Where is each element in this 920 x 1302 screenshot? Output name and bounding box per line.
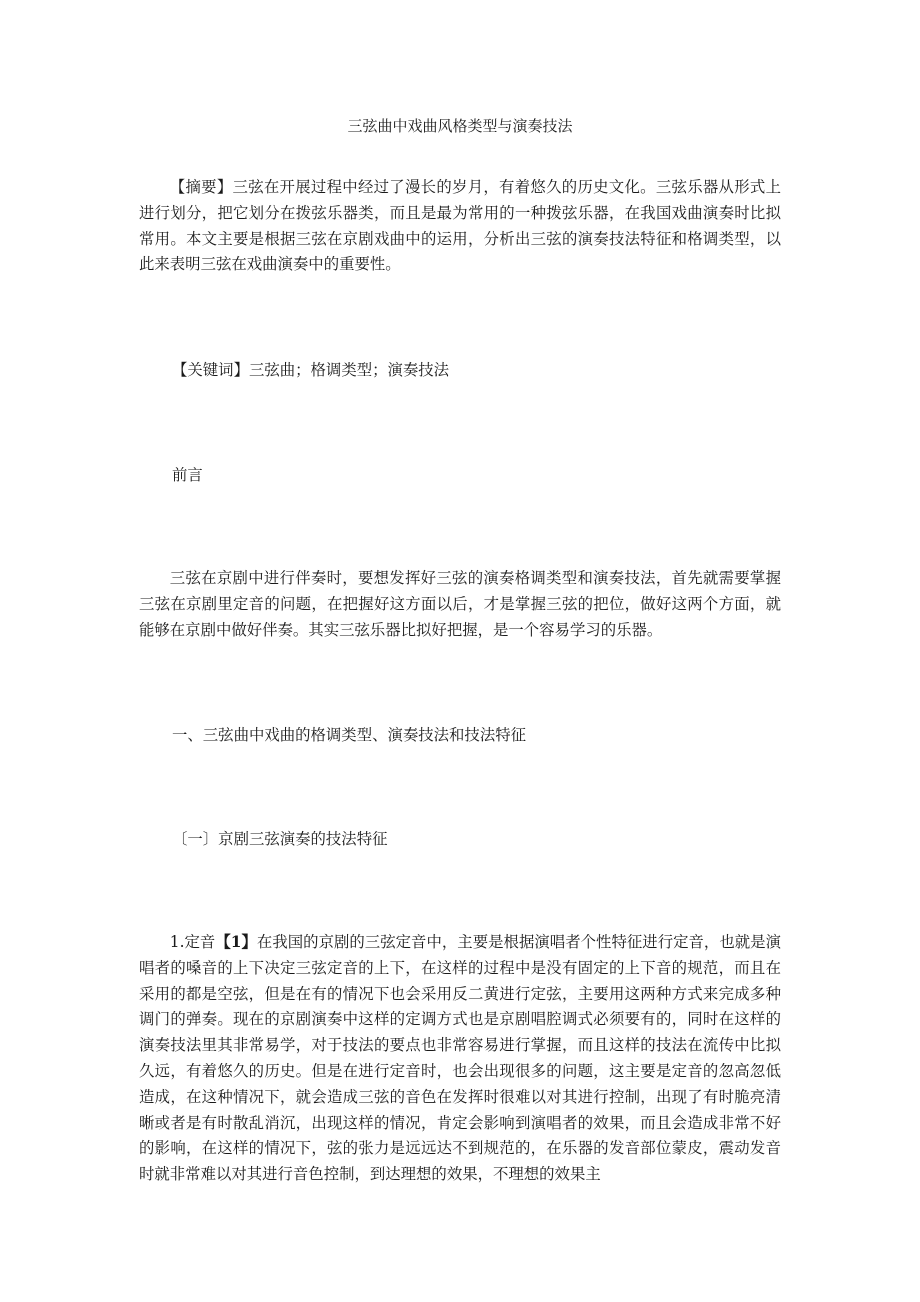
abstract-paragraph bbox=[139, 175, 781, 278]
abstract-text: 三弦在开展过程中经过了漫长的岁月，有着悠久的历史文化。三弦乐器从形式上进行划分，把它划分在拨弦乐器类，而且是最为常用的一种拨弦乐器，在我国戏曲演奏时比拟常用。本文主要是根据三弦在京剧戏曲中的运用，分析出三弦的演奏技法特征和格调类型，以此来表明三弦在戏曲演奏中的重要性。 bbox=[139, 178, 781, 274]
keywords-line bbox=[172, 359, 449, 381]
abstract-label: 【摘要】 bbox=[169, 178, 233, 196]
para1-label: 1.定音 bbox=[169, 933, 216, 951]
body-paragraph-1 bbox=[139, 930, 781, 1188]
preface-heading: 前言 bbox=[172, 466, 203, 484]
document-title: 三弦曲中戏曲风格类型与演奏技法 bbox=[347, 117, 573, 135]
keywords-text: 三弦曲；格调类型；演奏技法 bbox=[248, 361, 450, 379]
para1-reference: 【1】 bbox=[215, 933, 257, 951]
subsection1-heading: 〔一〕京剧三弦演奏的技法特征 bbox=[172, 830, 388, 848]
preface-paragraph: 三弦在京剧中进行伴奏时，要想发挥好三弦的演奏格调类型和演奏技法，首先就需要掌握三弦在京剧里定音的问题，在把握好这方面以后，才是掌握三弦的把位，做好这两个方面，就能够在京剧中做好伴奏。其实三弦乐器比拟好把握，是一个容易学习的乐器。 bbox=[139, 569, 781, 639]
keywords-label: 【关键词】 bbox=[172, 361, 249, 379]
para1-text: 在我国的京剧的三弦定音中，主要是根据演唱者个性特征进行定音，也就是演唱者的嗓音的上下决定三弦定音的上下，在这样的过程中是没有固定的上下音的规范，而且在采用的都是空弦，但是在有的情况下也会采用反二黄进行定弦，主要用这两种方式来完成多种调门的弹奏。现在的京剧演奏中这样的定调方式也是京剧唱腔调式必须要有的，同时在这样的演奏技法里其非常易学，对于技法的要点也非常容易进行掌握，而且这样的技法在流传中比拟久远，有着悠久的历史。但是在进行定音时，也会出现很多的问题，这主要是定音的忽高忽低造成，在这种情况下，就会造成三弦的音色在发挥时很难以对其进行控制，出现了有时脆亮清晰或者是有时散乱消沉，出现这样的情况，肯定会影响到演唱者的效果，而且会造成非常不好的影响，在这样的情况下，弦的张力是远远达不到规范的，在乐器的发音部位蒙皮，震动发音时就非常难以对其进行音色控制，到达理想的效果，不理想的效果主 bbox=[139, 933, 781, 1184]
section1-heading: 一、三弦曲中戏曲的格调类型、演奏技法和技法特征 bbox=[172, 726, 526, 744]
